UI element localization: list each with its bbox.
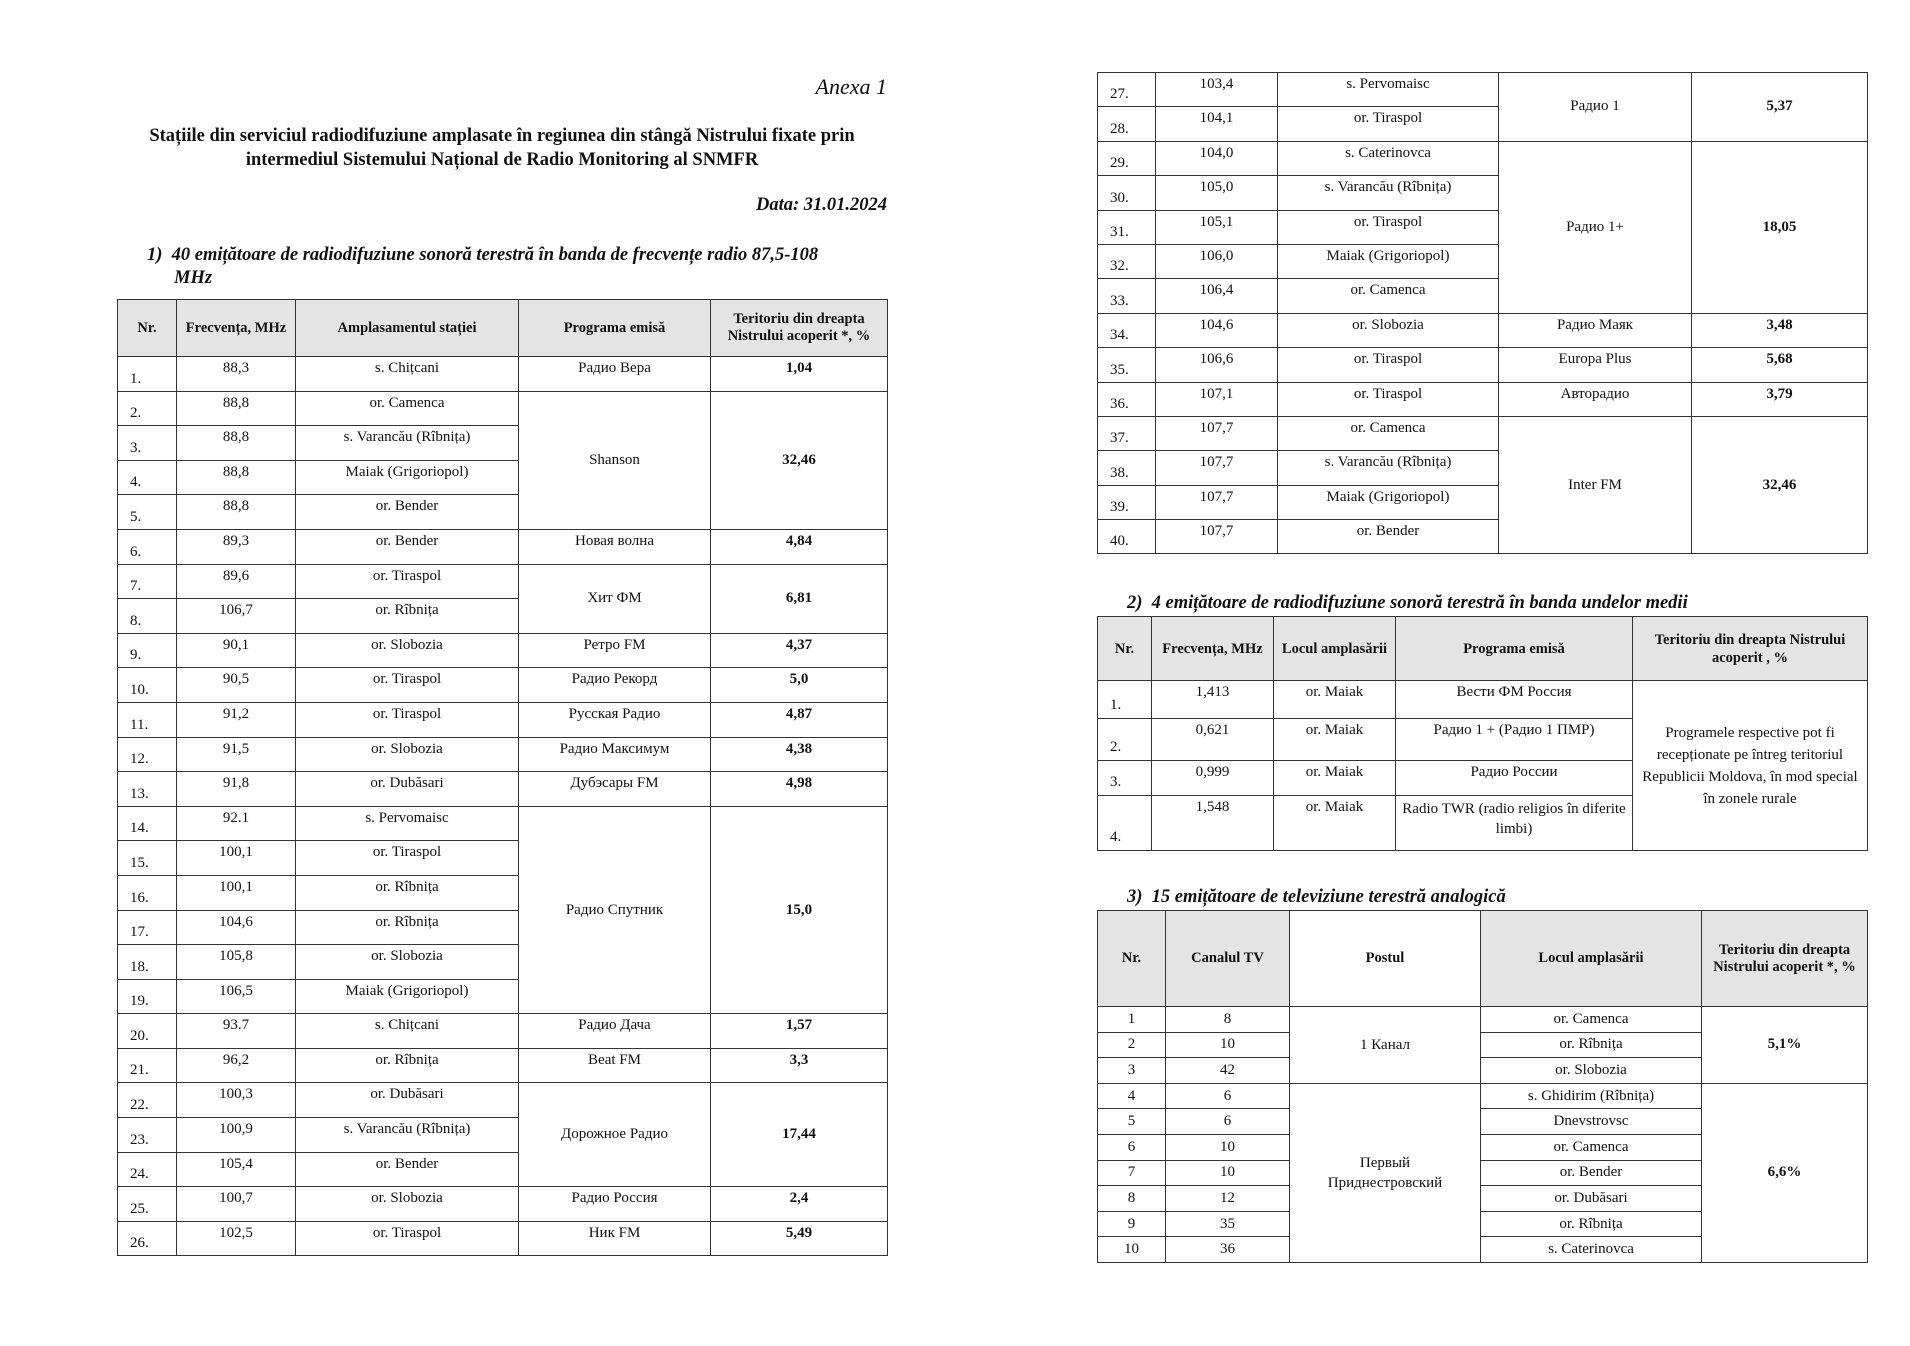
cell-frequency: 88,3 [177, 357, 296, 392]
cell-program: Радио России [1396, 761, 1633, 796]
cell-program: Дубэсары FM [519, 772, 711, 807]
cell-channel: 10 [1166, 1032, 1290, 1058]
cell-location: Dnevstrovsc [1481, 1109, 1702, 1135]
cell-frequency: 103,4 [1156, 73, 1278, 107]
cell-location: s. Varancău (Rîbnița) [1278, 451, 1499, 485]
am-stations-table [1097, 616, 1868, 851]
table-row [118, 668, 888, 703]
cell-program: Beat FM [519, 1048, 711, 1083]
document-title [117, 124, 887, 172]
table-row [118, 806, 888, 841]
cell-coverage: 6,81 [711, 564, 888, 633]
cell-frequency: 102,5 [177, 1221, 296, 1256]
cell-nr: 9. [118, 633, 177, 668]
cell-nr: 14. [118, 806, 177, 841]
column-header-location: Locul amplasării [1481, 911, 1702, 1007]
cell-nr: 10 [1098, 1237, 1166, 1263]
document-title-line-1: Stațiile din serviciul radiodifuziune amplasate în regiunea din stângă Nistrului fixate prin [149, 126, 855, 146]
cell-program: Ник FM [519, 1221, 711, 1256]
cell-program: Дорожное Радио [519, 1083, 711, 1187]
cell-location: or. Slobozia [296, 737, 519, 772]
cell-nr: 1 [1098, 1007, 1166, 1033]
cell-frequency: 104,1 [1156, 107, 1278, 141]
cell-frequency: 106,6 [1156, 348, 1278, 382]
cell-location: or. Slobozia [296, 945, 519, 980]
cell-frequency: 107,7 [1156, 520, 1278, 554]
document-date: Data: 31.01.2024 [755, 195, 887, 215]
cell-nr: 5. [118, 495, 177, 530]
cell-location: or. Bender [296, 529, 519, 564]
cell-nr: 29. [1098, 141, 1156, 175]
cell-program: Авторадио [1499, 382, 1692, 416]
table-row [118, 1221, 888, 1256]
cell-frequency: 90,5 [177, 668, 296, 703]
cell-nr: 40. [1098, 520, 1156, 554]
cell-frequency: 91,5 [177, 737, 296, 772]
cell-channel: 10 [1166, 1134, 1290, 1160]
cell-frequency: 105,4 [177, 1152, 296, 1187]
cell-frequency: 100,1 [177, 875, 296, 910]
cell-nr: 9 [1098, 1211, 1166, 1237]
cell-frequency: 107,1 [1156, 382, 1278, 416]
cell-coverage: 1,57 [711, 1014, 888, 1049]
cell-frequency: 106,7 [177, 599, 296, 634]
cell-location: or. Tiraspol [296, 1221, 519, 1256]
cell-coverage: 5,37 [1692, 73, 1868, 142]
cell-nr: 38. [1098, 451, 1156, 485]
cell-program: Inter FM [1499, 416, 1692, 554]
cell-location: or. Rîbnița [1481, 1211, 1702, 1237]
cell-coverage: 32,46 [711, 391, 888, 529]
cell-channel: 6 [1166, 1083, 1290, 1109]
table-row [118, 737, 888, 772]
table-row [118, 1014, 888, 1049]
cell-program: Радио Рекорд [519, 668, 711, 703]
cell-coverage: 4,37 [711, 633, 888, 668]
section-2-heading-text: 4 emițătoare de radiodifuziune sonoră terestră în banda undelor medii [1151, 593, 1688, 613]
cell-station: 1 Канал [1290, 1007, 1481, 1084]
cell-program: Radio TWR (radio religios în diferite limbi) [1396, 796, 1633, 851]
table-row [118, 633, 888, 668]
cell-nr: 16. [118, 875, 177, 910]
section-1-number: 1) [147, 245, 163, 265]
cell-nr: 30. [1098, 176, 1156, 210]
cell-nr: 4 [1098, 1083, 1166, 1109]
cell-nr: 28. [1098, 107, 1156, 141]
annex-label: Anexa 1 [815, 74, 887, 99]
cell-program: Хит ФМ [519, 564, 711, 633]
cell-location: or. Bender [1481, 1160, 1702, 1186]
cell-program: Русская Радио [519, 702, 711, 737]
cell-nr: 20. [118, 1014, 177, 1049]
cell-nr: 22. [118, 1083, 177, 1118]
cell-program: Новая волна [519, 529, 711, 564]
cell-location: or. Dubăsari [296, 772, 519, 807]
cell-coverage: 2,4 [711, 1187, 888, 1222]
cell-program: Shanson [519, 391, 711, 529]
cell-program: Радио 1+ [1499, 141, 1692, 313]
cell-nr: 24. [118, 1152, 177, 1187]
section-1-heading [147, 244, 887, 290]
cell-location: Maiak (Grigoriopol) [1278, 244, 1499, 278]
cell-frequency: 92.1 [177, 806, 296, 841]
cell-nr: 18. [118, 945, 177, 980]
cell-program: Радио Россия [519, 1187, 711, 1222]
cell-nr: 11. [118, 702, 177, 737]
column-header-frequency: Frecvența, MHz [177, 300, 296, 357]
cell-location: s. Chițcani [296, 357, 519, 392]
cell-nr: 3. [1098, 761, 1152, 796]
cell-location: s. Varancău (Rîbnița) [296, 426, 519, 461]
column-header-channel: Canalul TV [1166, 911, 1290, 1007]
cell-nr: 2 [1098, 1032, 1166, 1058]
cell-coverage: 3,48 [1692, 313, 1868, 347]
cell-nr: 8. [118, 599, 177, 634]
cell-frequency: 104,6 [1156, 313, 1278, 347]
cell-nr: 25. [118, 1187, 177, 1222]
section-3-heading-text: 15 emițătoare de televiziune terestră analogică [1151, 887, 1506, 907]
cell-location: or. Rîbnița [296, 1048, 519, 1083]
cell-frequency: 88,8 [177, 495, 296, 530]
table-row [1098, 681, 1868, 719]
table-row [1098, 1083, 1868, 1109]
section-1-heading-line-2: MHz [174, 268, 213, 288]
cell-coverage: 4,87 [711, 702, 888, 737]
cell-location: or. Camenca [1278, 416, 1499, 450]
cell-nr: 6. [118, 529, 177, 564]
cell-coverage: 3,3 [711, 1048, 888, 1083]
cell-coverage: 4,98 [711, 772, 888, 807]
cell-location: or. Bender [296, 495, 519, 530]
cell-nr: 3. [118, 426, 177, 461]
cell-location: Maiak (Grigoriopol) [296, 979, 519, 1014]
cell-frequency: 1,413 [1152, 681, 1274, 719]
cell-frequency: 88,8 [177, 391, 296, 426]
cell-location: or. Camenca [1481, 1134, 1702, 1160]
cell-program: Вести ФМ Россия [1396, 681, 1633, 719]
cell-nr: 31. [1098, 210, 1156, 244]
cell-location: or. Rîbnița [296, 599, 519, 634]
cell-location: or. Tiraspol [296, 564, 519, 599]
cell-program: Ретро FM [519, 633, 711, 668]
table-row [118, 391, 888, 426]
cell-frequency: 89,3 [177, 529, 296, 564]
cell-location: s. Pervomaisc [296, 806, 519, 841]
cell-frequency: 89,6 [177, 564, 296, 599]
cell-location: or. Slobozia [1481, 1058, 1702, 1084]
cell-location: or. Dubăsari [1481, 1186, 1702, 1212]
table-row [118, 1083, 888, 1118]
cell-nr: 35. [1098, 348, 1156, 382]
cell-coverage: 1,04 [711, 357, 888, 392]
cell-location: or. Camenca [1278, 279, 1499, 313]
section-2-heading [1127, 592, 1688, 615]
cell-coverage: 15,0 [711, 806, 888, 1014]
cell-nr: 15. [118, 841, 177, 876]
section-2-number: 2) [1127, 593, 1143, 613]
cell-location: Maiak (Grigoriopol) [296, 460, 519, 495]
cell-frequency: 106,4 [1156, 279, 1278, 313]
cell-coverage: 3,79 [1692, 382, 1868, 416]
column-header-coverage: Teritoriu din dreapta Nistrului acoperit , % [1633, 617, 1868, 681]
section-1-heading-line-1: 40 emițătoare de radiodifuziune sonoră terestră în banda de frecvențe radio 87,5-108 [171, 245, 819, 265]
cell-location: or. Rîbnița [1481, 1032, 1702, 1058]
cell-location: s. Varancău (Rîbnița) [296, 1118, 519, 1153]
cell-nr: 32. [1098, 244, 1156, 278]
cell-frequency: 104,0 [1156, 141, 1278, 175]
cell-location: or. Maiak [1274, 761, 1396, 796]
cell-frequency: 100,9 [177, 1118, 296, 1153]
table-row [118, 1187, 888, 1222]
cell-coverage: 5,49 [711, 1221, 888, 1256]
cell-nr: 12. [118, 737, 177, 772]
cell-location: s. Chițcani [296, 1014, 519, 1049]
cell-location: or. Tiraspol [1278, 382, 1499, 416]
cell-location: or. Slobozia [296, 1187, 519, 1222]
cell-location: or. Camenca [296, 391, 519, 426]
cell-frequency: 0,621 [1152, 719, 1274, 761]
cell-nr: 34. [1098, 313, 1156, 347]
cell-location: or. Tiraspol [296, 702, 519, 737]
table-row [1098, 313, 1868, 347]
cell-nr: 2. [118, 391, 177, 426]
cell-channel: 36 [1166, 1237, 1290, 1263]
cell-channel: 12 [1166, 1186, 1290, 1212]
cell-nr: 7. [118, 564, 177, 599]
cell-location: or. Tiraspol [1278, 348, 1499, 382]
cell-program: Радио Вера [519, 357, 711, 392]
cell-nr: 4. [118, 460, 177, 495]
cell-program: Радио Маяк [1499, 313, 1692, 347]
column-header-coverage: Teritoriu din dreapta Nistrului acoperit *, % [1702, 911, 1868, 1007]
cell-location: or. Bender [1278, 520, 1499, 554]
cell-nr: 5 [1098, 1109, 1166, 1135]
cell-frequency: 105,8 [177, 945, 296, 980]
cell-program: Радио 1 + (Радио 1 ПМР) [1396, 719, 1633, 761]
cell-nr: 10. [118, 668, 177, 703]
cell-nr: 7 [1098, 1160, 1166, 1186]
table-row [118, 357, 888, 392]
cell-nr: 6 [1098, 1134, 1166, 1160]
cell-location: s. Caterinovca [1278, 141, 1499, 175]
column-header-coverage: Teritoriu din dreapta Nistrului acoperit *, % [711, 300, 888, 357]
cell-location: or. Maiak [1274, 796, 1396, 851]
table-row [118, 564, 888, 599]
cell-nr: 37. [1098, 416, 1156, 450]
cell-nr: 17. [118, 910, 177, 945]
cell-frequency: 91,2 [177, 702, 296, 737]
cell-nr: 21. [118, 1048, 177, 1083]
cell-frequency: 105,0 [1156, 176, 1278, 210]
section-3-number: 3) [1127, 887, 1143, 907]
cell-location: or. Tiraspol [1278, 107, 1499, 141]
cell-coverage: 5,1% [1702, 1007, 1868, 1084]
cell-program: Радио Максимум [519, 737, 711, 772]
cell-location: Maiak (Grigoriopol) [1278, 485, 1499, 519]
column-header-program: Programa emisă [519, 300, 711, 357]
cell-frequency: 107,7 [1156, 485, 1278, 519]
cell-coverage: 5,0 [711, 668, 888, 703]
cell-program: Радио Дача [519, 1014, 711, 1049]
cell-location: or. Tiraspol [296, 668, 519, 703]
table-row [1098, 1007, 1868, 1033]
column-header-program: Programa emisă [1396, 617, 1633, 681]
column-header-nr: Nr. [1098, 617, 1152, 681]
cell-frequency: 91,8 [177, 772, 296, 807]
cell-channel: 6 [1166, 1109, 1290, 1135]
cell-nr: 33. [1098, 279, 1156, 313]
cell-channel: 35 [1166, 1211, 1290, 1237]
cell-location: or. Dubăsari [296, 1083, 519, 1118]
cell-frequency: 0,999 [1152, 761, 1274, 796]
column-header-nr: Nr. [118, 300, 177, 357]
cell-location: or. Rîbnița [296, 910, 519, 945]
cell-nr: 8 [1098, 1186, 1166, 1212]
cell-location: or. Rîbnița [296, 875, 519, 910]
cell-program: Радио 1 [1499, 73, 1692, 142]
column-header-station: Postul [1290, 911, 1481, 1007]
table-row [118, 529, 888, 564]
cell-nr: 26. [118, 1221, 177, 1256]
fm-stations-table-part-2 [1097, 72, 1868, 554]
table-row [1098, 73, 1868, 107]
cell-channel: 10 [1166, 1160, 1290, 1186]
cell-nr: 39. [1098, 485, 1156, 519]
table-row [1098, 348, 1868, 382]
cell-nr: 1. [118, 357, 177, 392]
cell-coverage: 4,84 [711, 529, 888, 564]
cell-frequency: 100,3 [177, 1083, 296, 1118]
table-row [1098, 382, 1868, 416]
cell-location: s. Pervomaisc [1278, 73, 1499, 107]
tv-stations-table [1097, 910, 1868, 1263]
cell-frequency: 88,8 [177, 426, 296, 461]
cell-nr: 3 [1098, 1058, 1166, 1084]
cell-location: or. Slobozia [1278, 313, 1499, 347]
cell-nr: 13. [118, 772, 177, 807]
cell-nr: 19. [118, 979, 177, 1014]
cell-nr: 27. [1098, 73, 1156, 107]
cell-coverage: 6,6% [1702, 1083, 1868, 1262]
cell-frequency: 107,7 [1156, 451, 1278, 485]
cell-location: or. Camenca [1481, 1007, 1702, 1033]
cell-frequency: 100,1 [177, 841, 296, 876]
column-header-frequency: Frecvența, MHz [1152, 617, 1274, 681]
table-row [1098, 416, 1868, 450]
cell-frequency: 107,7 [1156, 416, 1278, 450]
cell-location: s. Varancău (Rîbnița) [1278, 176, 1499, 210]
cell-frequency: 1,548 [1152, 796, 1274, 851]
cell-channel: 8 [1166, 1007, 1290, 1033]
cell-location: or. Maiak [1274, 719, 1396, 761]
table-row [1098, 141, 1868, 175]
cell-location: or. Tiraspol [1278, 210, 1499, 244]
cell-frequency: 105,1 [1156, 210, 1278, 244]
cell-coverage: 5,68 [1692, 348, 1868, 382]
cell-coverage: 18,05 [1692, 141, 1868, 313]
cell-frequency: 100,7 [177, 1187, 296, 1222]
cell-frequency: 106,5 [177, 979, 296, 1014]
cell-coverage-note: Programele respective pot fi recepționate pe întreg teritoriul Republicii Moldova, în mod special în zonele rurale [1633, 681, 1868, 851]
cell-station: Первый Приднестровский [1290, 1083, 1481, 1262]
column-header-location: Locul amplasării [1274, 617, 1396, 681]
cell-frequency: 104,6 [177, 910, 296, 945]
cell-nr: 1. [1098, 681, 1152, 719]
cell-coverage: 4,38 [711, 737, 888, 772]
cell-nr: 23. [118, 1118, 177, 1153]
cell-location: or. Tiraspol [296, 841, 519, 876]
cell-coverage: 17,44 [711, 1083, 888, 1187]
cell-nr: 2. [1098, 719, 1152, 761]
cell-nr: 36. [1098, 382, 1156, 416]
cell-location: or. Maiak [1274, 681, 1396, 719]
cell-channel: 42 [1166, 1058, 1290, 1084]
table-row [118, 1048, 888, 1083]
document-title-line-2: intermediul Sistemului Național de Radio Monitoring al SNMFR [245, 150, 759, 170]
cell-location: s. Ghidirim (Rîbnița) [1481, 1083, 1702, 1109]
cell-frequency: 93.7 [177, 1014, 296, 1049]
cell-nr: 4. [1098, 796, 1152, 851]
cell-location: or. Bender [296, 1152, 519, 1187]
cell-frequency: 88,8 [177, 460, 296, 495]
column-header-nr: Nr. [1098, 911, 1166, 1007]
section-3-heading [1127, 886, 1506, 909]
cell-frequency: 96,2 [177, 1048, 296, 1083]
table-row [118, 702, 888, 737]
cell-location: s. Caterinovca [1481, 1237, 1702, 1263]
cell-frequency: 90,1 [177, 633, 296, 668]
cell-program: Europa Plus [1499, 348, 1692, 382]
cell-frequency: 106,0 [1156, 244, 1278, 278]
column-header-location: Amplasamentul stației [296, 300, 519, 357]
fm-stations-table-part-1 [117, 299, 888, 1256]
table-row [118, 772, 888, 807]
cell-program: Радио Спутник [519, 806, 711, 1014]
cell-location: or. Slobozia [296, 633, 519, 668]
cell-coverage: 32,46 [1692, 416, 1868, 554]
